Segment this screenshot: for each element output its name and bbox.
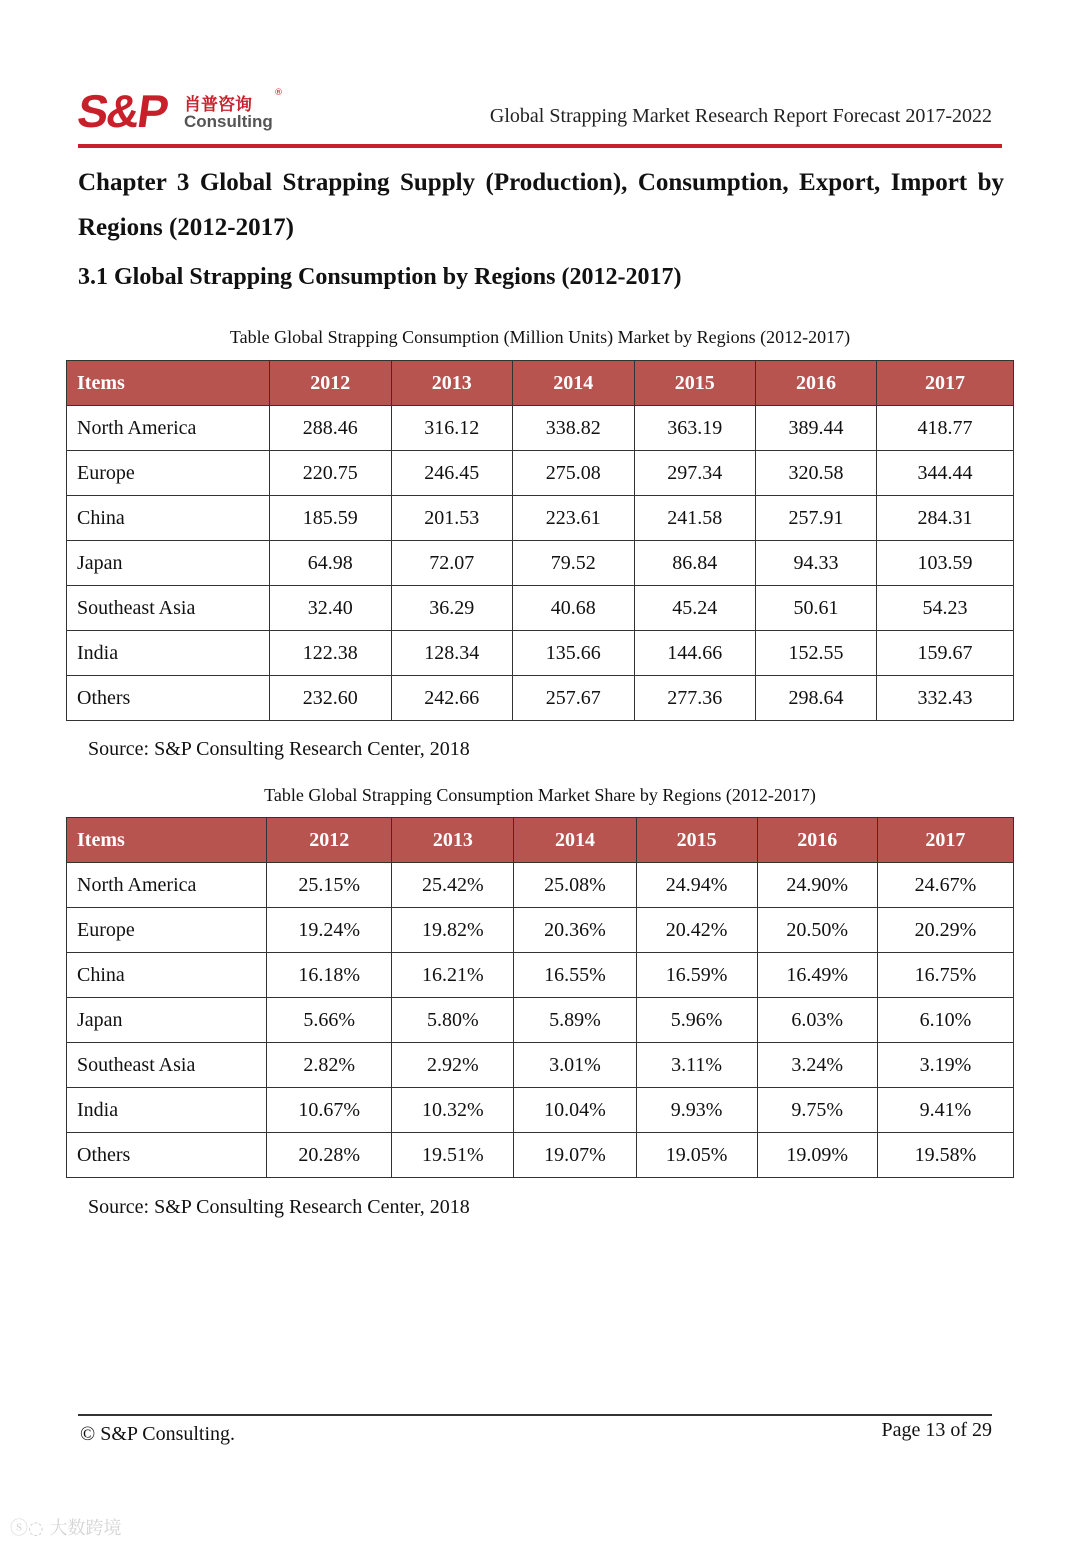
region-cell: Europe — [67, 451, 270, 496]
value-cell: 128.34 — [391, 631, 513, 676]
value-cell: 36.29 — [391, 586, 513, 631]
table-row — [67, 406, 1014, 451]
value-cell: 19.24% — [267, 908, 392, 953]
value-cell: 185.59 — [270, 496, 392, 541]
logo-english-name: Consulting — [184, 112, 273, 131]
column-header-year: 2012 — [270, 361, 392, 406]
watermark-text: 大数跨境 — [49, 1518, 122, 1539]
value-cell: 242.66 — [391, 676, 513, 721]
value-cell: 16.18% — [267, 953, 392, 998]
value-cell: 16.49% — [757, 953, 877, 998]
page-number: Page 13 of 29 — [881, 1419, 992, 1441]
column-header-year: 2014 — [514, 818, 636, 863]
value-cell: 275.08 — [513, 451, 635, 496]
value-cell: 298.64 — [756, 676, 877, 721]
copyright: © S&P Consulting. — [80, 1423, 236, 1445]
value-cell: 5.66% — [267, 998, 392, 1043]
value-cell: 64.98 — [270, 541, 392, 586]
column-header-year: 2017 — [877, 818, 1013, 863]
table-row — [67, 863, 1014, 908]
value-cell: 223.61 — [513, 496, 635, 541]
table-row — [67, 451, 1014, 496]
value-cell: 20.42% — [636, 908, 757, 953]
value-cell: 6.10% — [877, 998, 1013, 1043]
value-cell: 363.19 — [634, 406, 756, 451]
column-header-year: 2012 — [267, 818, 392, 863]
market-share-table — [66, 817, 1014, 1178]
value-cell: 257.67 — [513, 676, 635, 721]
value-cell: 122.38 — [270, 631, 392, 676]
value-cell: 19.51% — [392, 1133, 514, 1178]
value-cell: 25.15% — [267, 863, 392, 908]
column-header-items: Items — [67, 818, 267, 863]
value-cell: 9.93% — [636, 1088, 757, 1133]
region-cell: Japan — [67, 998, 267, 1043]
table-header-row — [67, 818, 1014, 863]
column-header-year: 2013 — [391, 361, 513, 406]
value-cell: 10.04% — [514, 1088, 636, 1133]
value-cell: 135.66 — [513, 631, 635, 676]
value-cell: 2.82% — [267, 1043, 392, 1088]
value-cell: 103.59 — [877, 541, 1014, 586]
header-divider — [78, 144, 1002, 148]
value-cell: 40.68 — [513, 586, 635, 631]
table-row — [67, 998, 1014, 1043]
region-cell: China — [67, 953, 267, 998]
region-cell: Others — [67, 1133, 267, 1178]
value-cell: 20.28% — [267, 1133, 392, 1178]
region-cell: Southeast Asia — [67, 1043, 267, 1088]
value-cell: 3.24% — [757, 1043, 877, 1088]
value-cell: 6.03% — [757, 998, 877, 1043]
value-cell: 16.21% — [392, 953, 514, 998]
value-cell: 246.45 — [391, 451, 513, 496]
value-cell: 25.42% — [392, 863, 514, 908]
value-cell: 418.77 — [877, 406, 1014, 451]
value-cell: 10.32% — [392, 1088, 514, 1133]
region-cell: North America — [67, 863, 267, 908]
value-cell: 2.92% — [392, 1043, 514, 1088]
value-cell: 389.44 — [756, 406, 877, 451]
watermark — [10, 1514, 121, 1540]
value-cell: 201.53 — [391, 496, 513, 541]
column-header-year: 2017 — [877, 361, 1014, 406]
value-cell: 144.66 — [634, 631, 756, 676]
region-cell: Others — [67, 676, 270, 721]
value-cell: 3.19% — [877, 1043, 1013, 1088]
report-title: Global Strapping Market Research Report Forecast 2017-2022 — [489, 105, 992, 127]
table1-source: Source: S&P Consulting Research Center, 2018 — [88, 738, 470, 760]
value-cell: 50.61 — [756, 586, 877, 631]
value-cell: 344.44 — [877, 451, 1014, 496]
value-cell: 19.07% — [514, 1133, 636, 1178]
value-cell: 32.40 — [270, 586, 392, 631]
column-header-year: 2016 — [756, 361, 877, 406]
table-row — [67, 496, 1014, 541]
value-cell: 19.05% — [636, 1133, 757, 1178]
value-cell: 288.46 — [270, 406, 392, 451]
section-title: 3.1 Global Strapping Consumption by Regions (2012-2017) — [78, 264, 682, 290]
value-cell: 16.55% — [514, 953, 636, 998]
table-row — [67, 1133, 1014, 1178]
region-cell: Europe — [67, 908, 267, 953]
value-cell: 5.96% — [636, 998, 757, 1043]
value-cell: 5.89% — [514, 998, 636, 1043]
value-cell: 19.58% — [877, 1133, 1013, 1178]
value-cell: 94.33 — [756, 541, 877, 586]
table-header-row — [67, 361, 1014, 406]
value-cell: 3.11% — [636, 1043, 757, 1088]
table-row — [67, 908, 1014, 953]
table-row — [67, 541, 1014, 586]
column-header-items: Items — [67, 361, 270, 406]
chapter-title: Chapter 3 Global Strapping Supply (Production), Consumption, Export, Import by Regions (2012-2017) — [78, 169, 1004, 241]
column-header-year: 2015 — [636, 818, 757, 863]
column-header-year: 2014 — [513, 361, 635, 406]
value-cell: 159.67 — [877, 631, 1014, 676]
value-cell: 16.59% — [636, 953, 757, 998]
value-cell: 332.43 — [877, 676, 1014, 721]
column-header-year: 2015 — [634, 361, 756, 406]
value-cell: 297.34 — [634, 451, 756, 496]
logo-chinese-name: 肖普咨询 — [184, 95, 252, 115]
value-cell: 10.67% — [267, 1088, 392, 1133]
value-cell: 284.31 — [877, 496, 1014, 541]
value-cell: 20.36% — [514, 908, 636, 953]
value-cell: 152.55 — [756, 631, 877, 676]
value-cell: 19.09% — [757, 1133, 877, 1178]
value-cell: 220.75 — [270, 451, 392, 496]
table2-source: Source: S&P Consulting Research Center, 2018 — [88, 1196, 470, 1218]
value-cell: 232.60 — [270, 676, 392, 721]
value-cell: 25.08% — [514, 863, 636, 908]
column-header-year: 2013 — [392, 818, 514, 863]
region-cell: India — [67, 1088, 267, 1133]
value-cell: 24.90% — [757, 863, 877, 908]
value-cell: 5.80% — [392, 998, 514, 1043]
watermark-logo-icon: ⓢ◌ — [10, 1518, 44, 1539]
value-cell: 45.24 — [634, 586, 756, 631]
value-cell: 20.50% — [757, 908, 877, 953]
table2-caption: Table Global Strapping Consumption Market Share by Regions (2012-2017) — [264, 785, 816, 805]
value-cell: 9.75% — [757, 1088, 877, 1133]
value-cell: 54.23 — [877, 586, 1014, 631]
logo-mark: S&P — [74, 85, 171, 137]
table-row — [67, 953, 1014, 998]
table-row — [67, 676, 1014, 721]
column-header-year: 2016 — [757, 818, 877, 863]
table-row — [67, 1043, 1014, 1088]
value-cell: 86.84 — [634, 541, 756, 586]
value-cell: 72.07 — [391, 541, 513, 586]
value-cell: 241.58 — [634, 496, 756, 541]
region-cell: Japan — [67, 541, 270, 586]
value-cell: 24.94% — [636, 863, 757, 908]
table-row — [67, 631, 1014, 676]
value-cell: 3.01% — [514, 1043, 636, 1088]
value-cell: 20.29% — [877, 908, 1013, 953]
consumption-table — [66, 360, 1014, 721]
value-cell: 277.36 — [634, 676, 756, 721]
value-cell: 24.67% — [877, 863, 1013, 908]
table1-caption: Table Global Strapping Consumption (Million Units) Market by Regions (2012-2017) — [229, 327, 851, 347]
logo-registered-mark: ® — [274, 88, 283, 98]
region-cell: Southeast Asia — [67, 586, 270, 631]
value-cell: 9.41% — [877, 1088, 1013, 1133]
value-cell: 79.52 — [513, 541, 635, 586]
value-cell: 316.12 — [391, 406, 513, 451]
company-logo — [74, 85, 288, 137]
table-row — [67, 586, 1014, 631]
value-cell: 16.75% — [877, 953, 1013, 998]
value-cell: 338.82 — [513, 406, 635, 451]
value-cell: 257.91 — [756, 496, 877, 541]
region-cell: North America — [67, 406, 270, 451]
region-cell: India — [67, 631, 270, 676]
table-row — [67, 1088, 1014, 1133]
value-cell: 320.58 — [756, 451, 877, 496]
footer-divider — [78, 1414, 992, 1416]
value-cell: 19.82% — [392, 908, 514, 953]
region-cell: China — [67, 496, 270, 541]
